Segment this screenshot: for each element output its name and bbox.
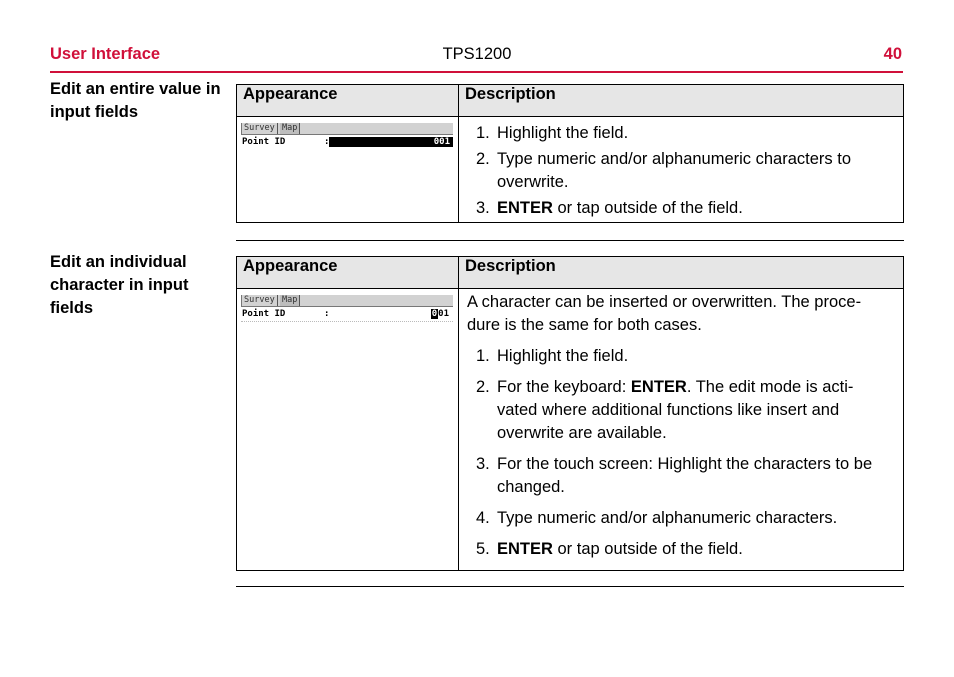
screen-tab-map: Map xyxy=(280,123,300,134)
column-header-appearance: Appearance xyxy=(237,257,459,289)
list-item: 1. Highlight the field. xyxy=(476,347,629,365)
screen-field-row xyxy=(241,136,453,148)
screen-tab-map: Map xyxy=(280,295,300,306)
text-cursor: 0 xyxy=(431,309,438,319)
screen-field-colon: : xyxy=(324,309,330,319)
screen-field-label: Point ID xyxy=(242,309,286,319)
section-title-individual-character: Edit an individual character in input fields xyxy=(50,253,189,317)
instrument-screen xyxy=(241,123,453,153)
list-item: 3. ENTER or tap outside of the field. xyxy=(476,199,743,217)
screen-field-value: 001 xyxy=(433,137,450,147)
description-cell xyxy=(459,117,904,223)
steps-list xyxy=(467,122,895,220)
page-number: 40 xyxy=(883,45,902,63)
screen-field-value: 001 xyxy=(431,309,449,319)
column-header-appearance: Appearance xyxy=(237,85,459,117)
header-product-name: TPS1200 xyxy=(442,45,512,63)
screen-tab-survey: Survey xyxy=(241,123,278,134)
list-item: 5. ENTER or tap outside of the field. xyxy=(476,540,743,558)
appearance-cell xyxy=(237,117,459,223)
header-rule xyxy=(50,71,903,73)
screen-field-colon: : xyxy=(324,137,330,147)
steps-list xyxy=(467,345,895,561)
description-cell xyxy=(459,289,904,571)
list-item: 2. For the keyboard: ENTER. The edit mode is acti- vated where additional functions like insert and overwrite are available. xyxy=(476,378,854,442)
column-header-description: Description xyxy=(459,257,904,289)
screen-tab-bar xyxy=(241,295,453,307)
screen-field-highlighted xyxy=(329,137,453,147)
table-individual-character xyxy=(236,256,904,571)
screen-tab-survey: Survey xyxy=(241,295,278,306)
header-section-title: User Interface xyxy=(50,45,161,63)
screen-field-label: Point ID xyxy=(242,137,286,147)
list-item: 1. Highlight the field. xyxy=(476,124,629,142)
screen-tab-bar xyxy=(241,123,453,135)
instrument-screen xyxy=(241,295,453,325)
section-divider xyxy=(236,586,904,587)
section-title-entire-value: Edit an entire value in input fields xyxy=(50,80,221,121)
list-item: 2. Type numeric and/or alphanumeric characters to overwrite. xyxy=(476,150,852,191)
appearance-cell xyxy=(237,289,459,571)
list-item: 4. Type numeric and/or alphanumeric characters. xyxy=(476,509,838,527)
section-divider xyxy=(236,240,904,241)
column-header-description: Description xyxy=(459,85,904,117)
list-item: 3. For the touch screen: Highlight the characters to be changed. xyxy=(476,455,873,496)
table-entire-value xyxy=(236,84,904,223)
description-intro: A character can be inserted or overwritten. The proce- dure is the same for both cases. xyxy=(467,293,862,334)
screen-next-row-partial xyxy=(241,321,453,324)
screen-field-row xyxy=(241,308,453,320)
